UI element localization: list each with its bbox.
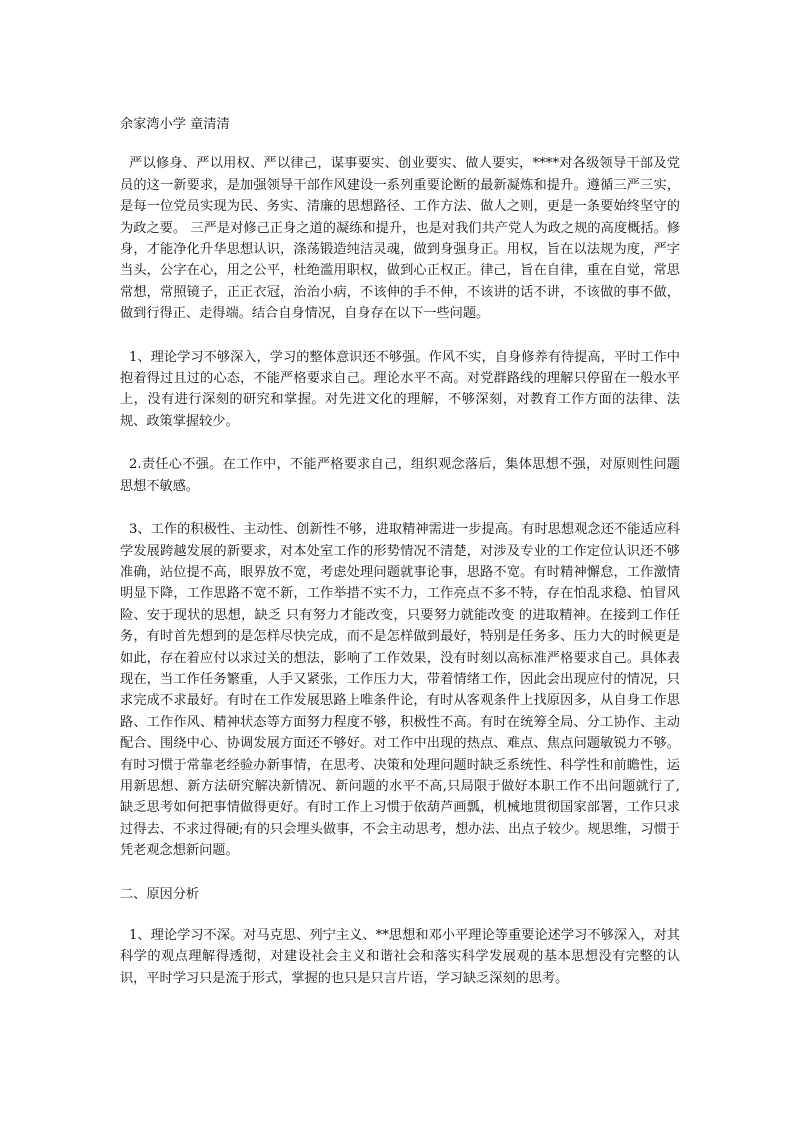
paragraph-issue-2: [120, 454, 680, 497]
paragraph-issue-2-text: 2.责任心不强。在工作中，不能严格要求自己，组织观念落后，集体思想不强，对原则性问题思想不敏感。: [120, 457, 680, 494]
paragraph-issue-1-text: 1、理论学习不够深入，学习的整体意识还不够强。作风不实，自身修养有待提高，平时工作中抱着得过且过的心态，不能严格要求自己。理论水平不高。对党群路线的理解只停留在一般水平上，没有进行深刻的研究和掌握。对先进文化的理解，不够深刻，对教育工作方面的法律、法规、政策掌握较少。: [120, 349, 680, 429]
paragraph-cause-1: [120, 925, 680, 989]
paragraph-intro: [120, 153, 680, 324]
paragraph-intro-text: 严以修身、严以用权、严以律己，谋事要实、创业要实、做人要实，****对各级领导干部及党员的这一新要求，是加强领导干部作风建设一系列重要论断的最新凝炼和提升。遵循三严三实，是每一位党员实现为民、务实、清廉的思想路径、工作方法、做人之则，更是一条要始终坚守的为政之要。 三严是对修己正身之道的凝练和提升，也是对我们共产党人为政之规的高度概括。修身，才能净化升华思想认识，涤荡锻造纯洁灵魂，做到身强身正。用权，旨在以法规为度，严字当头，公字在心，用之公平，杜绝滥用职权，做到心正权正。律己，旨在自律，重在自觉，常思常想，常照镜子，正正衣冠，治治小病，不该伸的手不伸，不该讲的话不讲，不该做的事不做，做到行得正、走得端。结合自身情况，自身存在以下一些问题。: [120, 156, 680, 322]
paragraph-cause-1-text: 1、理论学习不深。对马克思、列宁主义、**思想和邓小平理论等重要论述学习不够深入，对其科学的观点理解得透彻，对建设社会主义和谐社会和落实科学发展观的基本思想没有完整的认识，平时学习只是流于形式，掌握的也只是只言片语，学习缺乏深刻的思考。: [120, 928, 680, 986]
section-heading: [120, 884, 680, 905]
paragraph-issue-3: [120, 519, 680, 862]
author-line: [120, 114, 680, 135]
paragraph-issue-1: [120, 347, 680, 433]
author-text: 余家湾小学 童清清: [120, 117, 230, 132]
section-heading-text: 二、原因分析: [120, 886, 200, 902]
paragraph-issue-3-text: 3、工作的积极性、主动性、创新性不够，进取精神需进一步提高。有时思想观念还不能适应科学发展跨越发展的新要求，对本处室工作的形势情况不清楚，对涉及专业的工作定位认识还不够准确，站位提不高，眼界放不宽，考虑处理问题就事论事，思路不宽。有时精神懈怠，工作激情明显下降，工作思路不宽不新，工作举措不实不力，工作亮点不多不特，存在怕乱求稳、怕冒风险、安于现状的思想，缺乏 只有努力才能改变，只要努力就能改变 的进取精神。在接到工作任务，有时首先想到的是怎样尽快完成，而不是怎样做到最好，特别是任务多、压力大的时候更是如此，存在着应付以求过关的想法，影响了工作效果，没有时刻以高标准严格要求自己。具体表现在，当工作任务繁重，人手又紧张，工作压力大，带着情绪工作，因此会出现应付的情况，只求完成不求最好。有时在工作发展思路上唯条件论，有时从客观条件上找原因多，从自身工作思路、工作作风、精神状态等方面努力程度不够，积极性不高。有时在统筹全局、分工协作、主动配合、围绕中心、协调发展方面还不够好。对工作中出现的热点、难点、焦点问题敏锐力不够。有时习惯于常靠老经验办新事情，在思考、决策和处理问题时缺乏系统性、科学性和前瞻性，运用新思想、新方法研究解决新情况、新问题的水平不高,只局限于做好本职工作不出问题就行了,缺乏思考如何把事情做得更好。有时工作上习惯于依葫芦画瓢，机械地贯彻国家部署，工作只求过得去、不求过得硬;有的只会埋头做事，不会主动思考，想办法、出点子较少。规思维，习惯于凭老观念想新问题。: [120, 522, 680, 859]
